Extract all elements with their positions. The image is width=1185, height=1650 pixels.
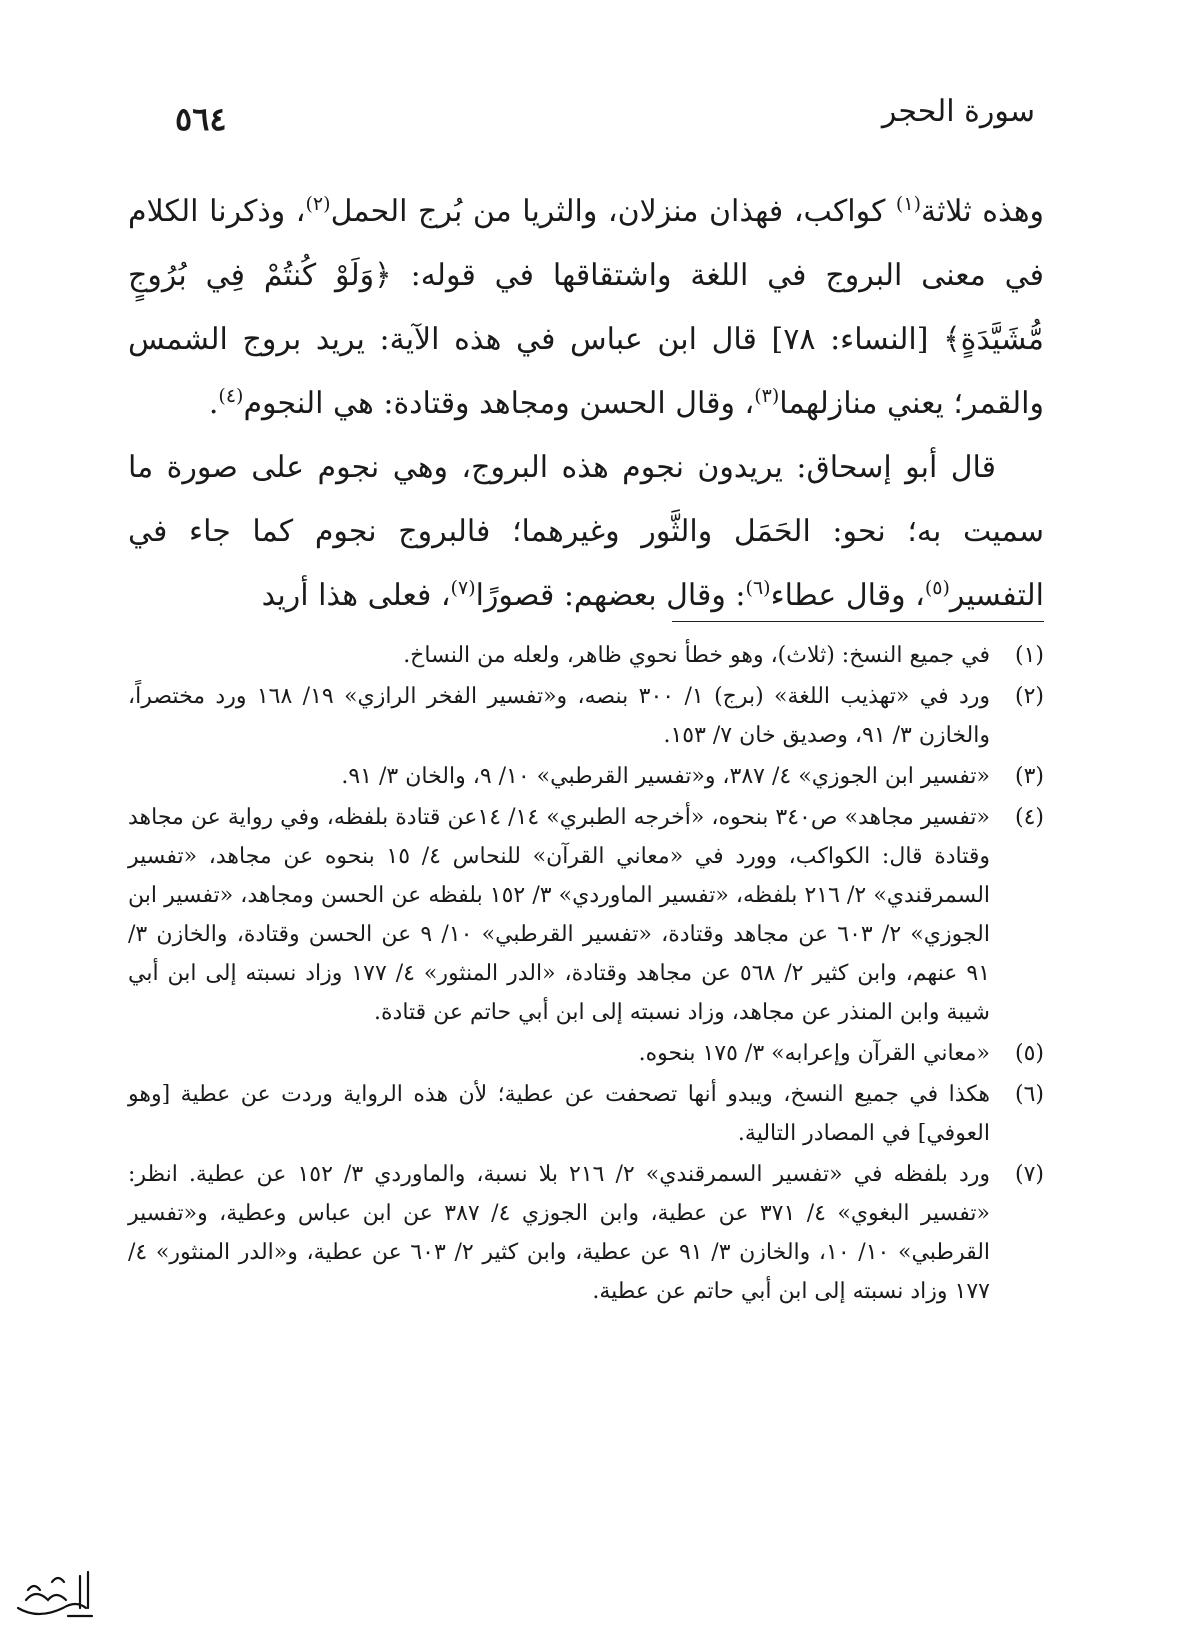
text-run: : وقال بعضهم: قصورًا xyxy=(475,578,746,613)
footnote-text: «تفسير مجاهد» ص٣٤٠ بنحوه، «أخرجه الطبري» ١٤/ ١٤عن قتادة بلفظه، وفي رواية عن مجاهد وقتادة قال: الكواكب، وورد في «معاني القرآن» للنحاس ٤/ ١٥ بنحوه عن مجاهد، «تفسير السمرقندي» ٢/ ٢١٦ بلفظه، «تفسير الماوردي» ٣/ ١٥٢ بلفظه عن الحسن ومجاهد، «تفسير ابن الجوزي» ٢/ ٦٠٣ عن مجاهد وقتادة، «تفسير القرطبي» ١٠/ ٩ عن الحسن وقتادة، والخازن ٣/ ٩١ عنهم، وابن كثير ٢/ ٥٦٨ عن مجاهد وقتادة، «الدر المنثور» ٤/ ١٧٧ وزاد نسبته إلى ابن أبي شيبة وابن المنذر عن مجاهد، وزاد نسبته إلى ابن أبي حاتم عن قتادة. xyxy=(128,805,991,1025)
footnote-text: «معاني القرآن وإعرابه» ٣/ ١٧٥ بنحوه. xyxy=(638,1041,990,1066)
footnote xyxy=(128,1075,1044,1153)
footnote-text: «تفسير ابن الجوزي» ٤/ ٣٨٧، و«تفسير القرطبي» ١٠/ ٩، والخان ٣/ ٩١. xyxy=(341,764,990,789)
text-run: كواكب، فهذان منزلان، والثريا من بُرج الحمل xyxy=(330,194,896,229)
footnote xyxy=(128,1155,1044,1311)
footnote-number: (٤) xyxy=(1014,805,1044,830)
footnote-marker[interactable]: (٦) xyxy=(745,577,771,599)
footnote-marker[interactable]: (٣) xyxy=(754,385,780,407)
surah-title: سورة الحجر xyxy=(881,94,1035,129)
footnote-marker[interactable]: (٢) xyxy=(305,193,331,215)
text-run: ، وقال الحسن ومجاهد وقتادة: هي النجوم xyxy=(243,386,755,421)
footnote-number: (٧) xyxy=(1014,1162,1044,1187)
footnote-marker[interactable]: (٧) xyxy=(450,577,476,599)
footnote xyxy=(128,677,1044,755)
footnote-number: (٣) xyxy=(1014,764,1044,789)
publisher-logo xyxy=(8,1560,98,1630)
footnote xyxy=(128,1034,1044,1073)
footnote xyxy=(128,757,1044,796)
footnote-number: (٦) xyxy=(1014,1082,1044,1107)
paragraph xyxy=(128,180,1044,436)
text-run: وهذه ثلاثة xyxy=(920,194,1044,229)
footnote-marker[interactable]: (١) xyxy=(895,193,921,215)
text-run: قال أبو إسحاق: يريدون نجوم هذه البروج، وهي نجوم على صورة ما سميت به؛ نحو: الحَمَل والثَّور وغيرهما؛ فالبروج نجوم كما جاء في التفسير xyxy=(128,450,1044,613)
footnote-text: ورد في «تهذيب اللغة» (برج) ١/ ٣٠٠ بنصه، و«تفسير الفخر الرازي» ١٩/ ١٦٨ ورد مختصراً، والخازن ٣/ ٩١، وصديق خان ٧/ ١٥٣. xyxy=(128,684,990,748)
footnote-number: (١) xyxy=(1014,643,1044,668)
paragraph xyxy=(128,436,1044,628)
footnote-marker[interactable]: (٤) xyxy=(218,385,244,407)
page-header xyxy=(175,86,1035,146)
footnote-number: (٥) xyxy=(1014,1041,1044,1066)
footnote-text: في جميع النسخ: (ثلاث)، وهو خطأ نحوي ظاهر، ولعله من النساخ. xyxy=(403,643,990,668)
footnote xyxy=(128,798,1044,1032)
footnote xyxy=(128,636,1044,675)
page-number: ٥٦٤ xyxy=(175,100,227,138)
footnote-number: (٢) xyxy=(1014,684,1044,709)
footnote-text: ورد بلفظه في «تفسير السمرقندي» ٢/ ٢١٦ بلا نسبة، والماوردي ٣/ ١٥٢ عن عطية. انظر: «تفسير البغوي» ٤/ ٣٧١ عن عطية، وابن الجوزي ٤/ ٣٨٧ عن ابن عباس وعطية، و«تفسير القرطبي» ١٠/ ١٠، والخازن ٣/ ٩١ عن عطية، وابن كثير ٢/ ٦٠٣ عن عطية، و«الدر المنثور» ٤/ ١٧٧ وزاد نسبته إلى ابن أبي حاتم عن عطية. xyxy=(128,1162,991,1304)
footnote-marker[interactable]: (٥) xyxy=(924,577,950,599)
text-run: ، وقال عطاء xyxy=(770,578,925,613)
text-run: . xyxy=(208,386,219,421)
text-run: ، فعلى هذا أريد xyxy=(261,578,451,613)
text-run: ، وذكرنا الكلام في معنى البروج في اللغة واشتقاقها في قوله: ﴿وَلَوْ كُنتُمْ فِي بُرُوجٍ مُّشَيَّدَةٍ﴾ [النساء: ٧٨] قال ابن عباس في هذه الآية: يريد بروج الشمس والقمر؛ يعني منازلهما xyxy=(128,194,1044,421)
footnotes xyxy=(128,636,1044,1313)
footnote-text: هكذا في جميع النسخ، ويبدو أنها تصحفت عن عطية؛ لأن هذه الرواية وردت عن عطية [وهو العوفي] في المصادر التالية. xyxy=(128,1082,990,1146)
main-text xyxy=(128,180,1044,628)
footnote-separator xyxy=(672,621,1044,622)
